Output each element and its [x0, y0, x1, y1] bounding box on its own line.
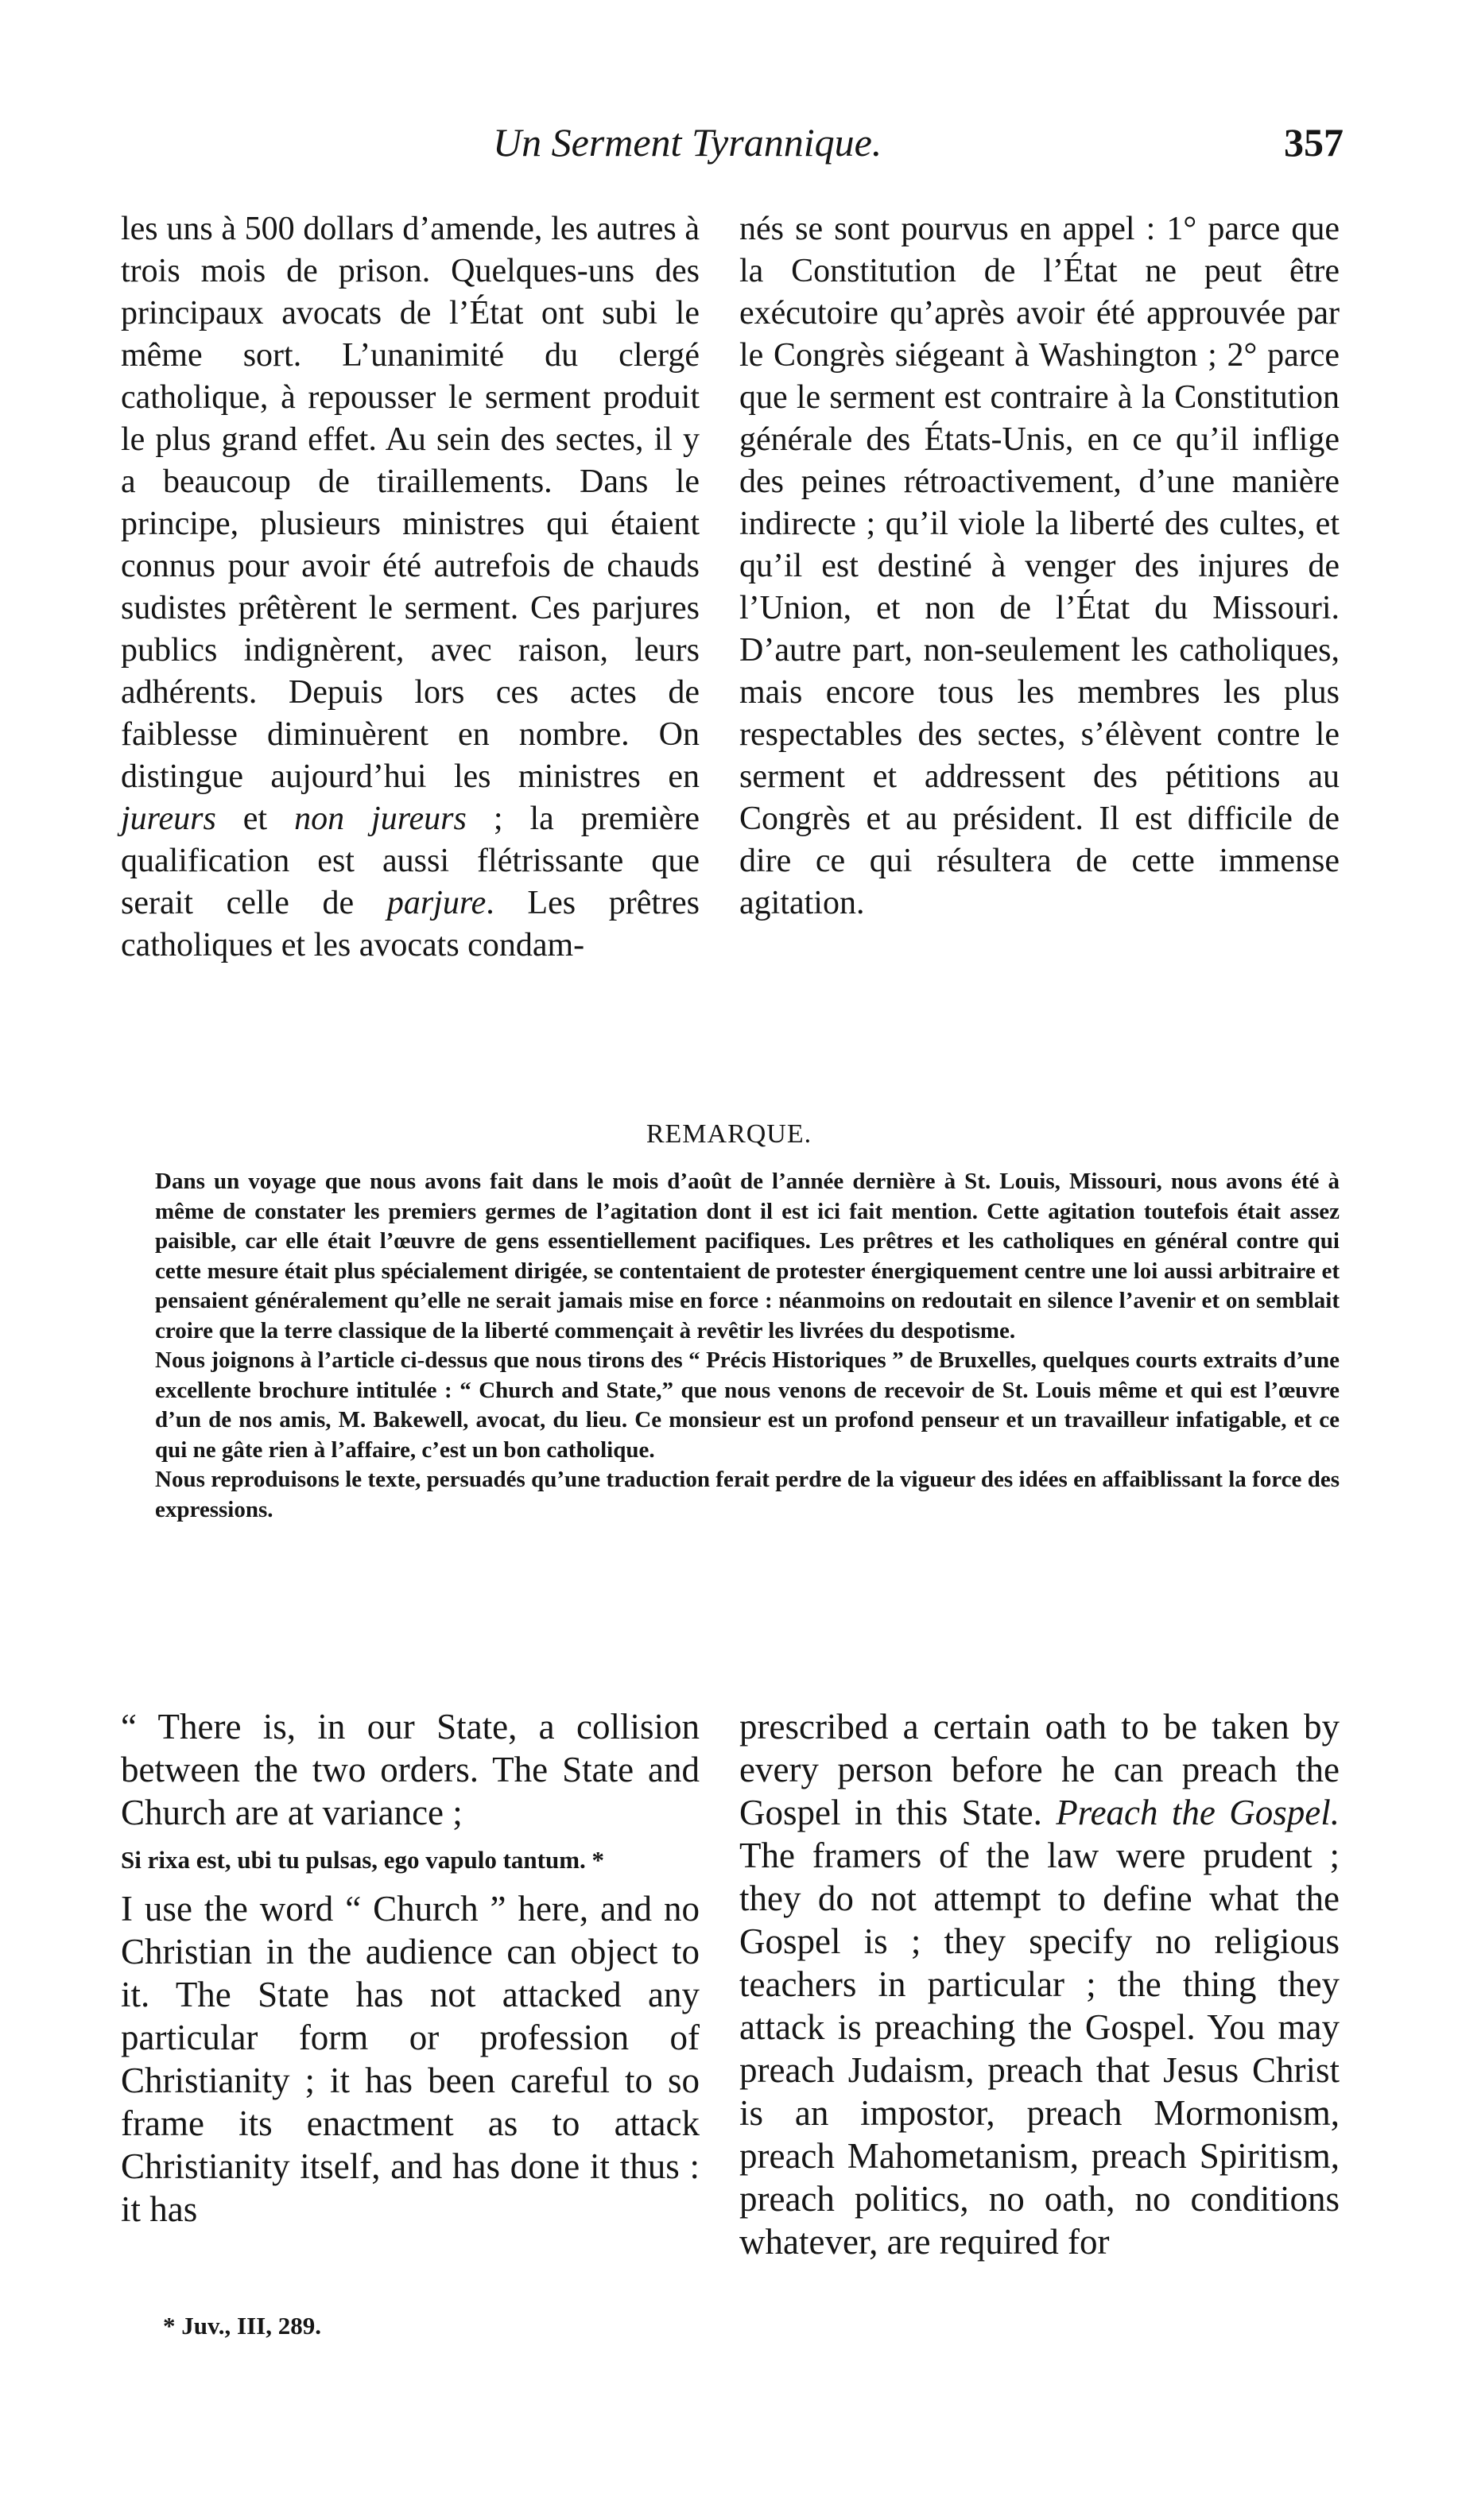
english-column-left	[121, 1705, 700, 2231]
remarque-paragraph: Dans un voyage que nous avons fait dans le mois d’août de l’année dernière à St. Louis, Missouri, nous avons été à même de constater les premiers germes de l’agitation dont il est ici fait mention. Cette agitation toutefois était assez paisible, car elle était l’œuvre de gens essentiellement pacifiques. Les prêtres et les catholiques en général contre qui cette mesure était plus spécialement dirigée, se contentaient de protester énergiquement centre une loi aussi arbitraire et pensaient généralement qu’elle ne serait jamais mise en force : néanmoins on redoutait en silence l’avenir et on semblait croire que la terre classique de la liberté commençait à revêtir les livrées du despotisme.	[155, 1169, 1340, 1343]
english-paragraph-right: prescribed a certain oath to be taken by every person before he can preach the Gospel in this State. Preach the Gospel. The framers of the law were prudent ; they do not attempt to define what the Gospel is ; they specify no religious teachers in particular ; the thing they attack is preaching the Gospel. You may preach Judaism, preach that Jesus Christ is an impostor, preach Mormonism, preach Mahometanism, preach Spiritism, preach politics, no oath, no conditions whatever, are required for	[739, 1707, 1340, 2262]
running-title: Un Serment Tyrannique.	[493, 120, 882, 165]
emphasis-parjure: parjure	[386, 885, 487, 921]
page-number: 357	[1284, 120, 1344, 165]
english-column-right	[739, 1705, 1340, 2263]
english-intro: “ There is, in our State, a collision between the two orders. The State and Church are at variance ;	[121, 1707, 700, 1832]
french-column-left	[121, 208, 700, 967]
remarque-paragraph: Nous joignons à l’article ci-dessus que nous tirons des “ Précis Historiques ” de Bruxelles, quelques courts extraits d’une excellente brochure intitulée : “ Church and State,” que nous venons de recevoir de St. Louis même et qui est l’œuvre d’un de nos amis, M. Bakewell, avocat, du lieu. Ce monsieur est un profond penseur et un travailleur infatigable, et ce qui ne gâte rien à l’affaire, c’est un bon catholique.	[155, 1347, 1340, 1463]
remarque-block	[155, 1167, 1340, 1525]
emphasis-preach-the-gospel: Preach the Gospel.	[1056, 1793, 1340, 1832]
remarque-paragraph: Nous reproduisons le texte, persuadés qu’une traduction ferait perdre de la vigueur des idées en affaiblissant la force des expressions.	[155, 1467, 1340, 1522]
remarque-heading: REMARQUE.	[646, 1119, 812, 1149]
french-paragraph-right: nés se sont pourvus en appel : 1° parce que la Constitution de l’État ne peut être exécutoire qu’après avoir été approuvée par le Congrès siégeant à Washington ; 2° parce que le serment est contraire à la Constitution générale des États-Unis, en ce qu’il inflige des peines rétroactivement, d’une manière indirecte ; qu’il viole la liberté des cultes, et qu’il est destiné à venger des injures de l’Union, et non de l’État du Missouri. D’autre part, non-seulement les catholiques, mais encore tous les membres les plus respectables des sectes, s’élèvent contre le serment et addressent des pétitions au Congrès et au président. Il est difficile de dire ce qui résultera de cette immense agitation.	[739, 211, 1340, 921]
french-paragraph-left: les uns à 500 dollars d’amende, les autres à trois mois de prison. Quelques-uns des principaux avocats de l’État ont subi le même sort. L’unanimité du clergé catholique, à repousser le serment produit le plus grand effet. Au sein des sectes, il y a beaucoup de tiraillements. Dans le principe, plusieurs ministres qui étaient connus pour avoir été autrefois de chauds sudistes prêtèrent le serment. Ces parjures publics indignèrent, avec raison, leurs adhérents. Depuis lors ces actes de faiblesse diminuèrent en nombre. On distingue aujourd’hui les ministres en jureurs et non jureurs ; la première qualification est aussi flétrissante que serait celle de parjure. Les prêtres catholiques et les avocats condam-	[121, 211, 700, 963]
latin-verse: Si rixa est, ubi tu pulsas, ego vapulo tantum. *	[121, 1846, 605, 1874]
french-column-right	[739, 208, 1340, 925]
emphasis-non-jureurs: non jureurs	[294, 801, 467, 837]
footnote: * Juv., III, 289.	[163, 2312, 321, 2340]
emphasis-jureurs: jureurs	[121, 801, 216, 837]
english-paragraph-left: I use the word “ Church ” here, and no Christian in the audience can object to it. The State has not attacked any particular form or profession of Christianity ; it has been careful to so frame its enactment as to attack Christianity itself, and has done it thus : it has	[121, 1889, 700, 2229]
page-header	[119, 119, 1344, 175]
